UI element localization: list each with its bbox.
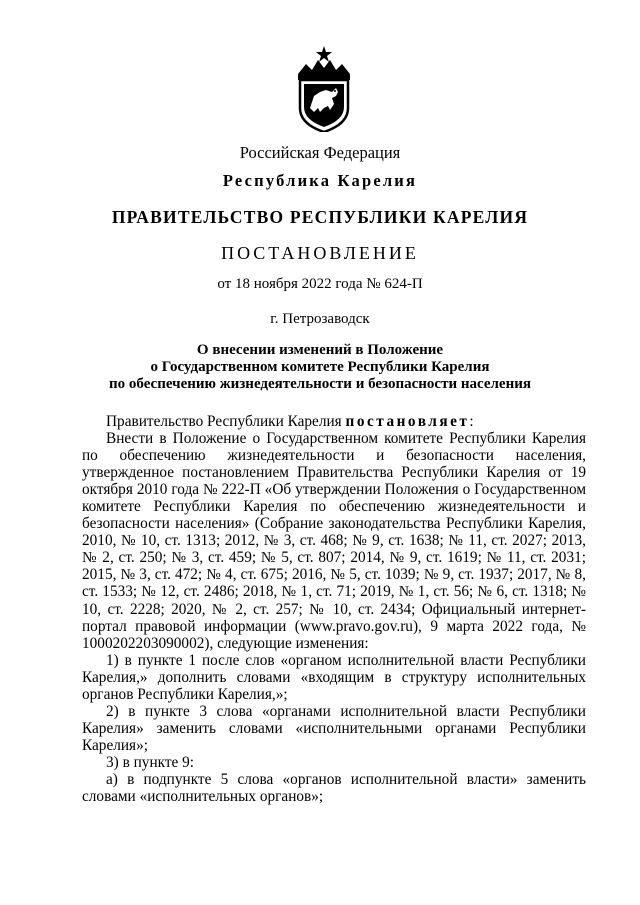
- intro-prefix: Правительство Республики Карелия: [106, 413, 346, 430]
- government-name: ПРАВИТЕЛЬСТВО РЕСПУБЛИКИ КАРЕЛИЯ: [111, 207, 529, 227]
- karelia-coat-of-arms-icon: [294, 46, 354, 132]
- title-line: О внесении изменений в Положение: [196, 342, 444, 358]
- document-title: [0, 342, 640, 393]
- list-item: 3) в пункте 9:: [106, 753, 195, 771]
- country-name: Российская Федерация: [239, 143, 401, 162]
- main-paragraph: Внести в Положение о Государственном комитете Республики Карелия по обеспечению жизнедеятельности и безопасности населения, утвержденное постановлением Правительства Республики Карелия от 19 октября 2010 года № 222-П «Об утверждении Положения о Государственном комитете Республики Карелия по обеспечению жизнедеятельности и безопасности населения» (Собрание законодательства Республики Карелия, 2010, № 10, ст. 1313; 2012, № 3, ст. 468; № 9, ст. 1638; № 11, ст. 2027; 2013, № 2, ст. 250; № 3, ст. 459; № 5, ст. 807; 2014, № 9, ст. 1619; № 11, ст. 2031; 2015, № 3, ст. 472; № 4, ст. 675; 2016, № 5, ст. 1039; № 9, ст. 1937; 2017, № 8, ст. 1533; № 12, ст. 2486; 2018, № 1, ст. 71; 2019, № 1, ст. 56; № 6, ст. 1318; № 10, ст. 2228; 2020, № 2, ст. 257; № 10, ст. 2434; Официальный интернет-портал правовой информации (www.pravo.gov.ru), 9 марта 2022 года, № 1000202203090002), следующие изменения:: [82, 430, 586, 652]
- document-type: ПОСТАНОВЛЕНИЕ: [221, 243, 419, 263]
- list-item: 1) в пункте 1 после слов «органом исполнительной власти Республики Карелия,» дополнить словами «входящим в структуру исполнительных органов Республики Карелия,»;: [82, 651, 586, 703]
- list-item: а) в подпункте 5 слова «органов исполнительной власти» заменить словами «исполнительных органов»;: [82, 770, 586, 806]
- title-line: по обеспечению жизнедеятельности и безопасности населения: [109, 376, 531, 392]
- document-date-number: от 18 ноября 2022 года № 624-П: [217, 276, 423, 292]
- document-body: [82, 413, 586, 805]
- intro-paragraph: [82, 413, 586, 430]
- title-line: о Государственном комитете Республики Карелия: [150, 359, 490, 375]
- list-item: 2) в пункте 3 слова «органами исполнительной власти Республики Карелия» заменить словами «исполнительными органами Республики Карелия»;: [82, 702, 586, 754]
- intro-suffix: :: [469, 413, 474, 430]
- document-city: г. Петрозаводск: [270, 311, 370, 327]
- resolution-keyword: постановляет: [345, 413, 470, 430]
- republic-name: Республика Карелия: [222, 171, 418, 190]
